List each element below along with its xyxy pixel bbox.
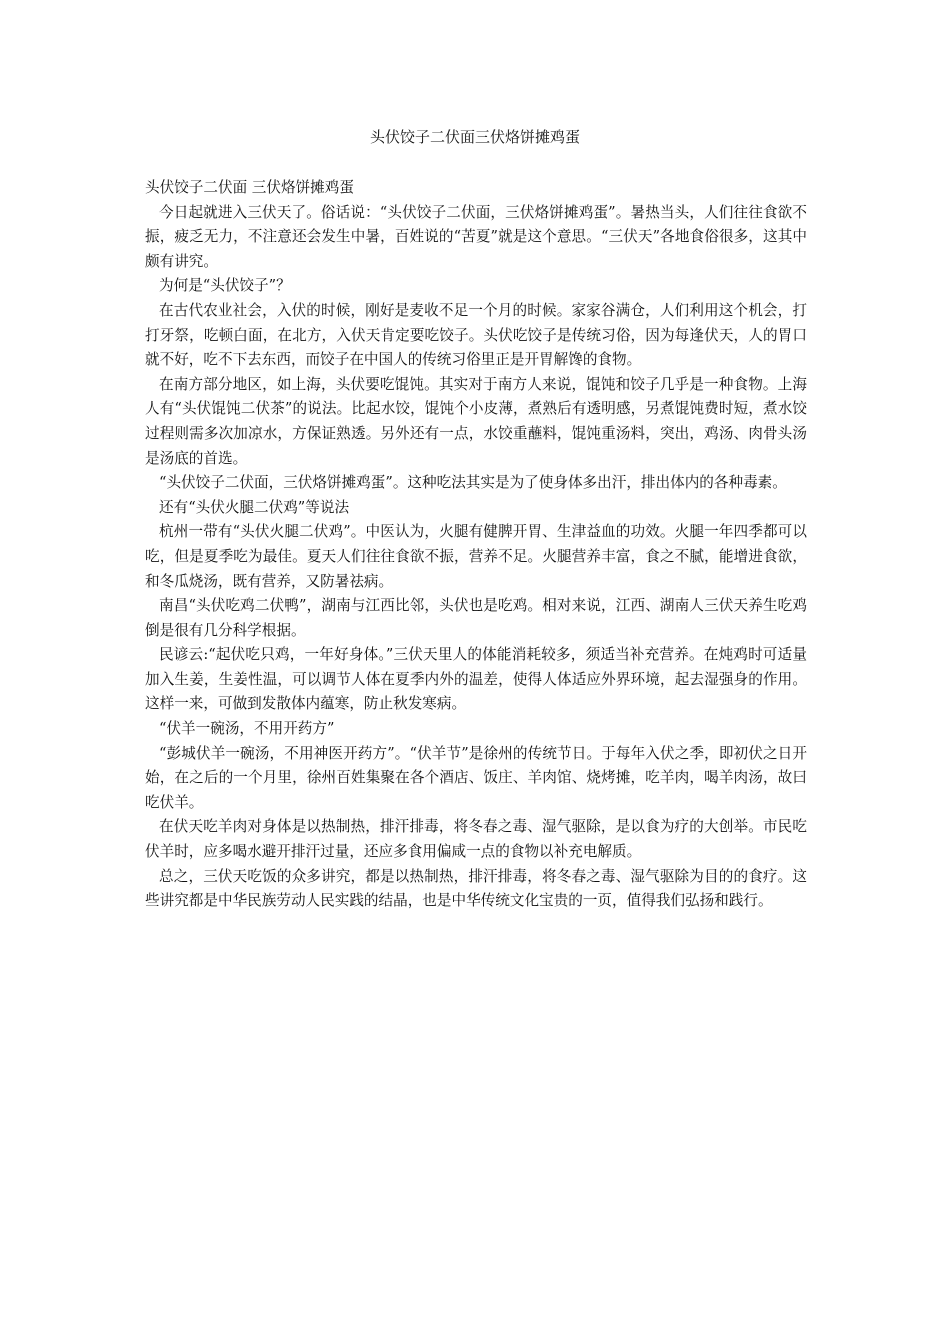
section-heading-mutton-soup: “伏羊一碗汤，不用开药方” bbox=[159, 720, 335, 738]
paragraph-sweat-out: “头伏饺子二伏面，三伏烙饼摊鸡蛋”。这种吃法其实是为了使身体多出汗，排出体内的各种毒素。 bbox=[159, 474, 787, 492]
paragraph-wonton-south: 在南方部分地区，如上海，头伏要吃馄饨。其实对于南方人来说，馄饨和饺子几乎是一种食物。上海人有“头伏馄饨二伏茶”的说法。比起水饺，馄饨个小皮薄，煮熟后有透明感，另煮馄饨费时短，煮水饺过程则需多次加凉水，方保证熟透。另外还有一点，水饺重蘸料，馄饨重汤料，突出，鸡汤、肉骨头汤是汤底的首选。 bbox=[145, 375, 807, 467]
section-heading-ham-chicken: 还有“头伏火腿二伏鸡”等说法 bbox=[159, 498, 350, 516]
paragraph-xuzhou-mutton: “彭城伏羊一碗汤，不用神医开药方”。“伏羊节”是徐州的传统节日。于每年入伏之季，即初伏之日开始，在之后的一个月里，徐州百姓集聚在各个酒店、饭庄、羊肉馆、烧烤摊，吃羊肉，喝羊肉汤，故曰吃伏羊。 bbox=[145, 744, 807, 811]
paragraph-intro: 今日起就进入三伏天了。俗话说：“头伏饺子二伏面，三伏烙饼摊鸡蛋”。暑热当头，人们往往食欲不振，疲乏无力，不注意还会发生中暑，百姓说的“苦夏”就是这个意思。“三伏天”各地食俗很多，这其中颇有讲究。 bbox=[145, 203, 807, 270]
paragraph-dumplings-north: 在古代农业社会，入伏的时候，刚好是麦收不足一个月的时候。家家谷满仓，人们利用这个机会，打打牙祭，吃顿白面，在北方，入伏天肯定要吃饺子。头伏吃饺子是传统习俗，因为每逢伏天，人的胃口就不好，吃不下去东西，而饺子在中国人的传统习俗里正是开胃解馋的食物。 bbox=[145, 301, 807, 369]
paragraph-nanchang-chicken: 南昌“头伏吃鸡二伏鸭”，湖南与江西比邻，头伏也是吃鸡。相对来说，江西、湖南人三伏天养生吃鸡倒是很有几分科学根据。 bbox=[145, 597, 807, 639]
paragraph-mutton-benefits: 在伏天吃羊肉对身体是以热制热，排汗排毒，将冬春之毒、湿气驱除，是以食为疗的大创举。市民吃伏羊时，应多喝水避开排汗过量，还应多食用偏咸一点的食物以补充电解质。 bbox=[145, 818, 807, 861]
document-body bbox=[145, 176, 807, 914]
subtitle-line: 头伏饺子二伏面 三伏烙饼摊鸡蛋 bbox=[145, 179, 354, 196]
section-heading-dumplings: 为何是“头伏饺子”？ bbox=[159, 277, 291, 295]
paragraph-conclusion: 总之，三伏天吃饭的众多讲究，都是以热制热，排汗排毒，将冬春之毒、湿气驱除为目的的食疗。这些讲究都是中华民族劳动人民实践的结晶，也是中华传统文化宝贵的一页，值得我们弘扬和践行。 bbox=[145, 867, 807, 910]
document-title: 头伏饺子二伏面三伏烙饼摊鸡蛋 bbox=[369, 128, 580, 146]
paragraph-proverb-chicken: 民谚云:“起伏吃只鸡，一年好身体。”三伏天里人的体能消耗较多，须适当补充营养。在炖鸡时可适量加入生姜，生姜性温，可以调节人体在夏季内外的温差，使得人体适应外界环境，起去湿强身的作用。这样一来，可做到发散体内蕴寒，防止秋发寒病。 bbox=[145, 646, 807, 713]
paragraph-hangzhou-ham: 杭州一带有“头伏火腿二伏鸡”。中医认为，火腿有健脾开胃、生津益血的功效。火腿一年四季都可以吃，但是夏季吃为最佳。夏天人们往往食欲不振，营养不足。火腿营养丰富，食之不腻，能增进食欲，和冬瓜烧汤，既有营养，又防暑祛病。 bbox=[145, 523, 807, 590]
